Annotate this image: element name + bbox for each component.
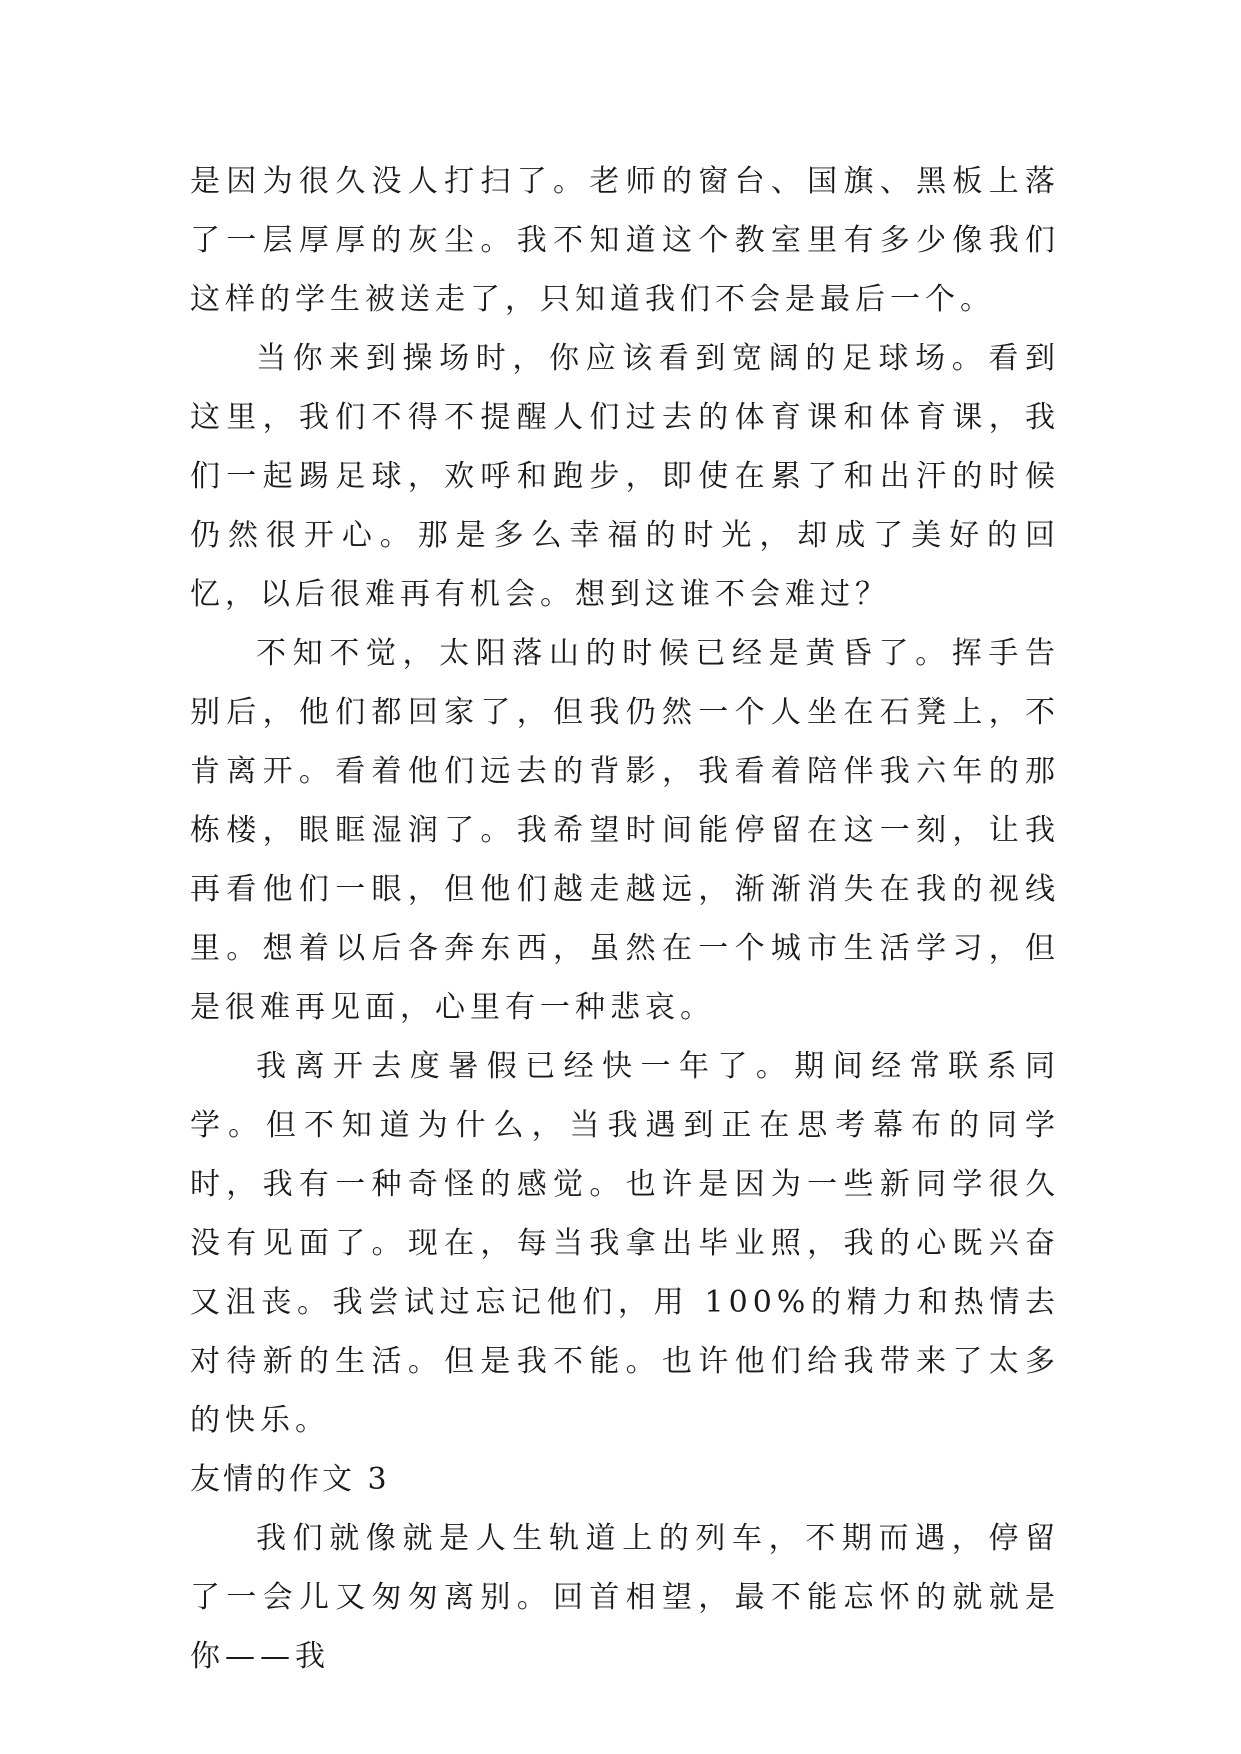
section-heading: 友情的作文 3 bbox=[190, 1462, 390, 1497]
paragraph-2: 当你来到操场时，你应该看到宽阔的足球场。看到这里，我们不得不提醒人们过去的体育课和体育课，我们一起踢足球，欢呼和跑步，即使在累了和出汗的时候仍然很开心。那是多么幸福的时光，却成了美好的回忆，以后很难再有机会。想到这谁不会难过？ bbox=[190, 341, 1060, 612]
paragraph-1: 是因为很久没人打扫了。老师的窗台、国旗、黑板上落了一层厚厚的灰尘。我不知道这个教室里有多少像我们这样的学生被送走了，只知道我们不会是最后一个。 bbox=[190, 164, 1060, 317]
paragraph-4: 我离开去度暑假已经快一年了。期间经常联系同学。但不知道为什么，当我遇到正在思考幕布的同学时，我有一种奇怪的感觉。也许是因为一些新同学很久没有见面了。现在，每当我拿出毕业照，我的心既兴奋又沮丧。我尝试过忘记他们，用 100%的精力和热情去对待新的生活。但是我不能。也许他们给我带来了太多的快乐。 bbox=[190, 1049, 1060, 1438]
paragraph-5: 我们就像就是人生轨道上的列车，不期而遇，停留了一会儿又匆匆离别。回首相望，最不能忘怀的就就是你——我 bbox=[190, 1521, 1060, 1674]
paragraph-3: 不知不觉，太阳落山的时候已经是黄昏了。挥手告别后，他们都回家了，但我仍然一个人坐在石凳上，不肯离开。看着他们远去的背影，我看着陪伴我六年的那栋楼，眼眶湿润了。我希望时间能停留在这一刻，让我再看他们一眼，但他们越走越远，渐渐消失在我的视线里。想着以后各奔东西，虽然在一个城市生活学习，但是很难再见面，心里有一种悲哀。 bbox=[190, 636, 1060, 1025]
document-body bbox=[190, 152, 1060, 1686]
